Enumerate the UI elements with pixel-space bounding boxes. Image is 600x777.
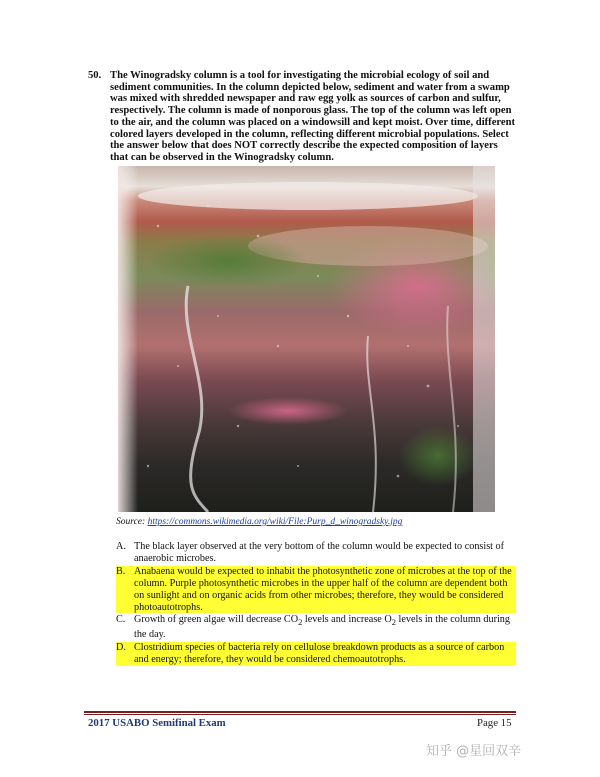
question-text: The Winogradsky column is a tool for investigating the microbial ecology of soil and sediment communities. In the column depicted below, sediment and water from a swamp was mixed with shredded newspaper and raw egg yolk as sources of carbon and sulfur, respectively. The column is made of nonporous glass. The top of the column was left open to the air, and the column was placed on a windowsill and kept moist. Over time, different colored layers developed in the column, reflecting different microbial populations. Select the answer below that does NOT correctly describe the expected composition of layers that can be observed in the Winogradsky column. xyxy=(110,70,516,163)
footer-exam-title: 2017 USABO Semifinal Exam xyxy=(88,717,226,729)
watermark: 知乎 @星回双辛 xyxy=(426,744,522,759)
answer-c xyxy=(116,614,516,641)
answer-letter: B. xyxy=(116,565,126,577)
footer-rule-thin xyxy=(84,714,516,715)
image-source xyxy=(116,517,402,527)
footer-rule xyxy=(84,711,516,713)
answer-text: Growth of green algae will decrease $CO_2$ levels and increase $O_2$ levels in the column during the day. xyxy=(134,614,510,641)
winogradsky-column-photo xyxy=(118,166,495,512)
answer-d xyxy=(116,642,516,666)
answer-text: The black layer observed at the very bottom of the column would be expected to consist of anaerobic microbes. xyxy=(134,541,505,564)
question-number: 50. xyxy=(88,70,102,81)
source-link[interactable]: https://commons.wikimedia.org/wiki/File:Purp_d_winogradsky.jpg xyxy=(147,517,403,527)
answer-text: Clostridium species of bacteria rely on cellulose breakdown products as a source of carbon and energy; therefore, they would be considered chemoautotrophs. xyxy=(134,642,505,666)
page-number: Page 15 xyxy=(477,717,512,729)
answer-choices xyxy=(116,541,516,667)
answer-letter: C. xyxy=(116,614,126,626)
answer-text: Anabaena would be expected to inhabit the photosynthetic zone of microbes at the top of the column. Purple photosynthetic microbes in the upper half of the column are dependent both on sunlight and on organic acids from other microbes; therefore, they would be considered photoautotrophs. xyxy=(134,565,512,613)
answer-letter: A. xyxy=(116,541,126,552)
answer-letter: D. xyxy=(116,642,126,654)
source-label: Source: xyxy=(116,517,146,527)
answer-a xyxy=(116,541,516,565)
answer-b xyxy=(116,566,516,614)
